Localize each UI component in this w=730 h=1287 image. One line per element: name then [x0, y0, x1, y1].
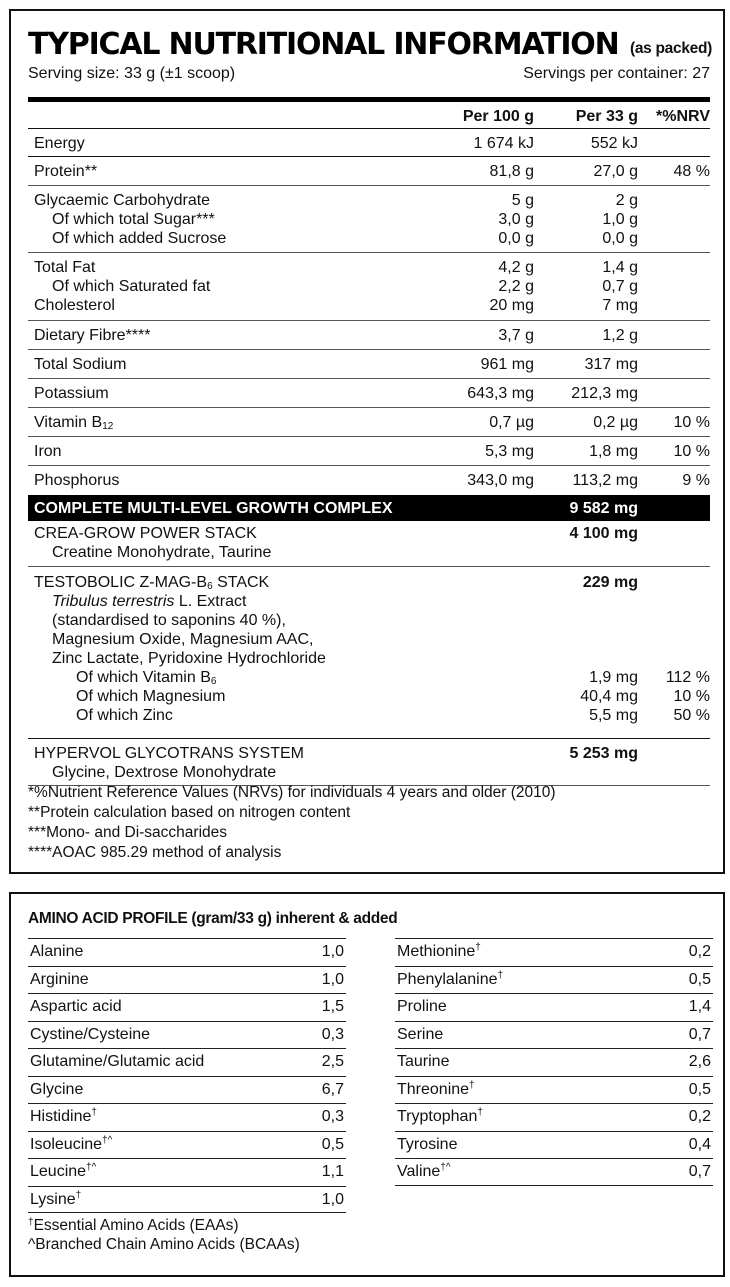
sub-nutrient-text: Of which Vitamin B — [76, 669, 211, 686]
stack-name-subscript: 6 — [207, 581, 213, 592]
amino-name: Cystine/Cysteine — [30, 1025, 151, 1043]
amino-value: 6,7 — [321, 1080, 344, 1098]
value-per33: 1,4 g — [602, 259, 638, 276]
amino-row — [28, 1048, 346, 1076]
table-row — [28, 408, 710, 437]
value-per100: 0,7 µg — [489, 414, 534, 431]
amino-acid-panel — [9, 892, 725, 1277]
value-nrv: 10 % — [673, 688, 710, 705]
amino-name: Histidine — [30, 1108, 92, 1125]
row-label: Iron — [34, 443, 62, 460]
footnote: ***Mono- and Di-saccharides — [28, 824, 228, 841]
amino-row — [395, 1076, 713, 1104]
stack-ingredients: Creatine Monohydrate, Taurine — [52, 544, 272, 561]
amino-title: AMINO ACID PROFILE (gram/33 g) inherent & added — [28, 910, 398, 927]
stack-testobolic — [28, 567, 710, 739]
stack-name: HYPERVOL GLYCOTRANS SYSTEM — [34, 745, 304, 762]
row-label — [34, 413, 113, 436]
amino-mark: † — [469, 1079, 475, 1091]
value-per33: 2 g — [615, 192, 638, 209]
amino-mark: †^ — [102, 1134, 113, 1146]
amino-row — [395, 1158, 713, 1186]
amino-row — [395, 993, 713, 1021]
amino-name: Methionine — [397, 943, 476, 960]
amino-row — [28, 1076, 346, 1104]
table-row — [28, 157, 710, 186]
amino-value: 1,0 — [321, 943, 344, 960]
amino-name: Aspartic acid — [30, 998, 122, 1015]
value-per100: 1 674 kJ — [473, 135, 534, 152]
stack-ingredients-line: (standardised to saponins 40 %), — [52, 612, 286, 629]
amino-name: Serine — [397, 1025, 444, 1043]
amino-row — [395, 1103, 713, 1131]
amino-value: 0,3 — [321, 1025, 344, 1043]
value-nrv: 10 % — [673, 443, 710, 460]
table-row — [28, 186, 710, 253]
amino-column-left — [28, 938, 346, 1213]
row-label: Of which Saturated fat — [52, 278, 211, 295]
sub-nutrient-subscript: 6 — [210, 676, 217, 687]
amino-name: Glutamine/Glutamic acid — [30, 1053, 205, 1070]
botanical-name: Tribulus terrestris — [52, 593, 175, 610]
growth-complex-amount: 9 582 mg — [569, 500, 638, 517]
footnote-mark: † — [28, 1217, 34, 1228]
value-per100: 5 g — [511, 192, 534, 209]
value-per100: 2,2 g — [498, 278, 534, 295]
amino-name: Arginine — [30, 970, 89, 988]
amino-mark: † — [91, 1107, 97, 1118]
value-per33: 113,2 mg — [572, 472, 638, 489]
amino-mark: † — [497, 969, 504, 981]
row-label: Cholesterol — [34, 297, 115, 314]
value-nrv: 112 % — [665, 669, 710, 686]
amino-value: 1,5 — [321, 998, 344, 1015]
value-per33: 7 mg — [602, 297, 638, 314]
growth-complex-label: COMPLETE MULTI-LEVEL GROWTH COMPLEX — [34, 500, 393, 517]
row-label: Energy — [34, 135, 85, 152]
amino-row — [395, 1048, 713, 1076]
amino-name: Proline — [397, 998, 447, 1015]
amino-value: 0,7 — [688, 1025, 711, 1043]
amino-footnotes — [28, 1216, 300, 1254]
stack-ingredients-line: Zinc Lactate, Pyridoxine Hydrochloride — [52, 650, 326, 667]
row-label: Protein** — [34, 163, 98, 180]
amino-footnote — [28, 1216, 300, 1235]
table-row — [28, 466, 710, 495]
table-row — [28, 253, 710, 321]
amino-name: Threonine — [397, 1080, 470, 1098]
amino-name: Alanine — [30, 943, 84, 960]
table-row — [28, 437, 710, 466]
amino-value: 0,2 — [688, 943, 711, 960]
stack-name: CREA-GROW POWER STACK — [34, 525, 257, 542]
value-per33: 5,5 mg — [589, 707, 638, 724]
amino-row — [28, 1021, 346, 1049]
amino-value: 1,0 — [321, 970, 344, 988]
nutrition-title-suffix: (as packed) — [630, 40, 712, 57]
value-per100: 961 mg — [480, 356, 534, 373]
row-label: Total Sodium — [34, 356, 127, 373]
amino-value: 0,5 — [688, 970, 711, 988]
value-per100: 81,8 g — [489, 163, 534, 180]
row-label: Of which total Sugar*** — [52, 211, 215, 228]
servings-per-container: Servings per container: 27 — [523, 65, 710, 82]
amino-row — [28, 966, 346, 994]
amino-row — [395, 966, 713, 994]
table-row — [28, 350, 710, 379]
nutrition-title: TYPICAL NUTRITIONAL INFORMATION — [28, 27, 619, 62]
amino-value: 0,4 — [688, 1135, 711, 1153]
stack-crea-grow — [28, 521, 710, 567]
amino-mark: †^ — [86, 1162, 97, 1173]
row-label: Dietary Fibre**** — [34, 327, 151, 344]
column-header-nrv: *%NRV — [656, 108, 710, 125]
sub-nutrient-label: Of which Zinc — [76, 707, 173, 724]
nutrition-table-header — [28, 103, 710, 129]
value-nrv: 10 % — [673, 414, 710, 431]
amino-footnote — [28, 1235, 300, 1254]
column-header-per33: Per 33 g — [575, 108, 638, 125]
amino-mark: † — [475, 942, 481, 953]
value-per100: 643,3 mg — [467, 385, 534, 402]
value-nrv: 50 % — [673, 707, 710, 724]
stack-amount: 4 100 mg — [569, 525, 638, 542]
stack-hypervol — [28, 739, 710, 786]
amino-row — [28, 1158, 346, 1186]
amino-mark: †^ — [440, 1162, 451, 1173]
amino-column-right — [395, 938, 713, 1186]
serving-info — [28, 65, 710, 87]
amino-name: Isoleucine — [30, 1135, 103, 1153]
footnote: *%Nutrient Reference Values (NRVs) for individuals 4 years and older (2010) — [28, 784, 556, 801]
amino-value: 0,5 — [688, 1080, 711, 1098]
growth-complex-bar — [28, 495, 710, 521]
value-per100: 3,0 g — [498, 211, 534, 228]
nutrition-panel — [9, 9, 725, 874]
stack-name-suffix: STACK — [212, 574, 270, 591]
footnote-text: Essential Amino Acids (EAAs) — [33, 1217, 239, 1234]
amino-row — [28, 938, 346, 966]
amino-value: 1,4 — [688, 998, 711, 1015]
amino-name: Glycine — [30, 1080, 84, 1098]
amino-name: Leucine — [30, 1163, 87, 1180]
amino-name: Valine — [397, 1163, 441, 1180]
row-label: Phosphorus — [34, 472, 120, 489]
amino-row — [395, 1131, 713, 1159]
value-per100: 5,3 mg — [485, 443, 534, 460]
stack-amount: 229 mg — [582, 574, 638, 591]
value-per100: 20 mg — [489, 297, 534, 314]
amino-value: 0,3 — [321, 1108, 344, 1125]
amino-value: 0,5 — [321, 1135, 344, 1153]
thick-divider — [28, 97, 710, 102]
stack-name-text: TESTOBOLIC Z-MAG-B — [34, 574, 208, 591]
table-row — [28, 321, 710, 350]
value-per33: 1,2 g — [602, 327, 638, 344]
nutrition-footnotes — [28, 783, 556, 863]
table-row — [28, 379, 710, 408]
amino-value: 2,5 — [321, 1053, 344, 1070]
value-per33: 0,2 µg — [593, 414, 638, 431]
value-per33: 1,0 g — [602, 211, 638, 228]
table-row — [28, 130, 710, 157]
serving-size: Serving size: 33 g (±1 scoop) — [28, 65, 236, 82]
row-label: Total Fat — [34, 259, 96, 276]
value-per100: 0,0 g — [498, 230, 534, 247]
amino-value: 1,0 — [321, 1190, 344, 1208]
value-per33: 27,0 g — [593, 163, 638, 180]
amino-row — [395, 1021, 713, 1049]
stack-ingredients-line — [52, 592, 246, 611]
stack-ingredients-line: Magnesium Oxide, Magnesium AAC, — [52, 631, 314, 648]
amino-value: 1,1 — [321, 1163, 344, 1180]
row-label: Potassium — [34, 385, 109, 402]
row-label: Of which added Sucrose — [52, 230, 227, 247]
nutrition-table-body — [28, 130, 710, 786]
amino-row — [28, 993, 346, 1021]
value-per100: 343,0 mg — [467, 472, 534, 489]
value-per100: 4,2 g — [498, 259, 534, 276]
stack-ingredients: Glycine, Dextrose Monohydrate — [52, 764, 277, 781]
amino-name: Taurine — [397, 1053, 450, 1070]
amino-row — [28, 1103, 346, 1131]
value-per33: 317 mg — [584, 356, 638, 373]
amino-mark: † — [477, 1107, 483, 1118]
amino-name: Lysine — [30, 1190, 76, 1208]
ingredient-text: L. Extract — [174, 593, 247, 610]
value-per33: 1,8 mg — [589, 443, 638, 460]
amino-name: Phenylalanine — [397, 970, 498, 988]
footnote: **Protein calculation based on nitrogen content — [28, 804, 351, 821]
row-label-subscript: 12 — [102, 421, 114, 432]
value-per33: 0,0 g — [602, 230, 638, 247]
amino-row — [28, 1131, 346, 1159]
amino-mark: † — [75, 1189, 82, 1201]
value-nrv: 48 % — [673, 163, 710, 180]
amino-row — [395, 938, 713, 966]
value-per33: 1,9 mg — [589, 669, 638, 686]
amino-name: Tyrosine — [397, 1135, 458, 1153]
amino-value: 2,6 — [688, 1053, 711, 1070]
amino-value: 0,7 — [688, 1163, 711, 1180]
nutrition-title-row — [28, 27, 712, 67]
amino-row — [28, 1186, 346, 1214]
footnote-text: ^Branched Chain Amino Acids (BCAAs) — [28, 1236, 300, 1253]
row-label: Glycaemic Carbohydrate — [34, 192, 211, 209]
amino-name: Tryptophan — [397, 1108, 478, 1125]
footnote: ****AOAC 985.29 method of analysis — [28, 844, 282, 861]
value-per33: 552 kJ — [590, 135, 638, 152]
row-label-text: Vitamin B — [34, 414, 103, 431]
sub-nutrient-label: Of which Magnesium — [76, 688, 226, 705]
column-header-per100: Per 100 g — [462, 108, 534, 125]
amino-value: 0,2 — [688, 1108, 711, 1125]
value-per33: 212,3 mg — [571, 385, 638, 402]
value-per33: 40,4 mg — [580, 688, 638, 705]
value-per33: 0,7 g — [602, 278, 638, 295]
value-per100: 3,7 g — [498, 327, 534, 344]
value-nrv: 9 % — [682, 472, 710, 489]
stack-amount: 5 253 mg — [569, 745, 638, 762]
